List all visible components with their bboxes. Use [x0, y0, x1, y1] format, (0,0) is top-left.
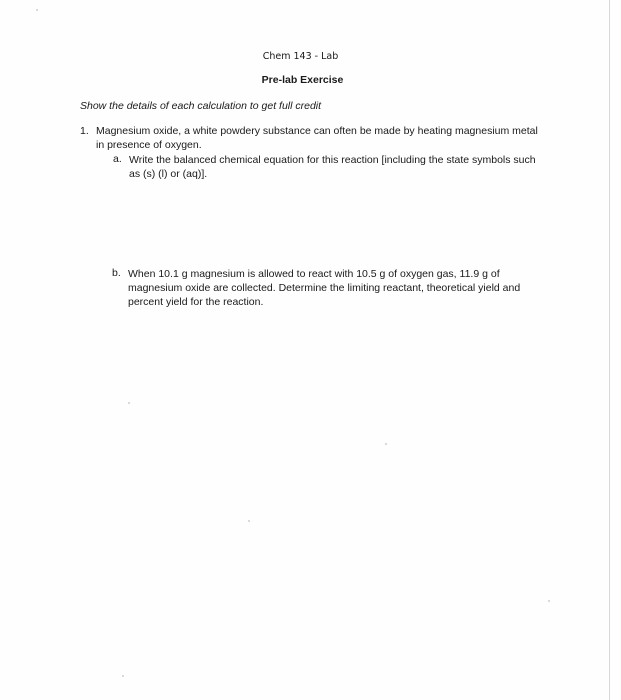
instructions-text: Show the details of each calculation to get full credit [80, 100, 322, 112]
scan-speck [548, 600, 550, 602]
question-text: Magnesium oxide, a white powdery substance can often be made by heating magnesium metal in presence of oxygen. [96, 125, 538, 151]
scan-speck [248, 520, 250, 522]
scan-speck [36, 9, 38, 11]
scan-speck [128, 402, 130, 404]
part-b-letter: b. [112, 267, 121, 279]
question-number: 1. [80, 125, 89, 137]
page-edge-line [609, 0, 610, 700]
scan-speck [385, 443, 387, 445]
scan-speck [122, 675, 124, 677]
exercise-title: Pre-lab Exercise [261, 74, 344, 86]
part-b-text: When 10.1 g magnesium is allowed to react with 10.5 g of oxygen gas, 11.9 g of magnesium oxide are collected. Determine the limiting reactant, theoretical yield and percent yield for the reaction. [128, 268, 521, 308]
part-a-text: Write the balanced chemical equation for this reaction [including the state symbols such as (s) (l) or (aq)]. [129, 154, 536, 180]
course-title: Chem 143 - Lab [262, 51, 339, 62]
part-a-letter: a. [113, 153, 122, 165]
